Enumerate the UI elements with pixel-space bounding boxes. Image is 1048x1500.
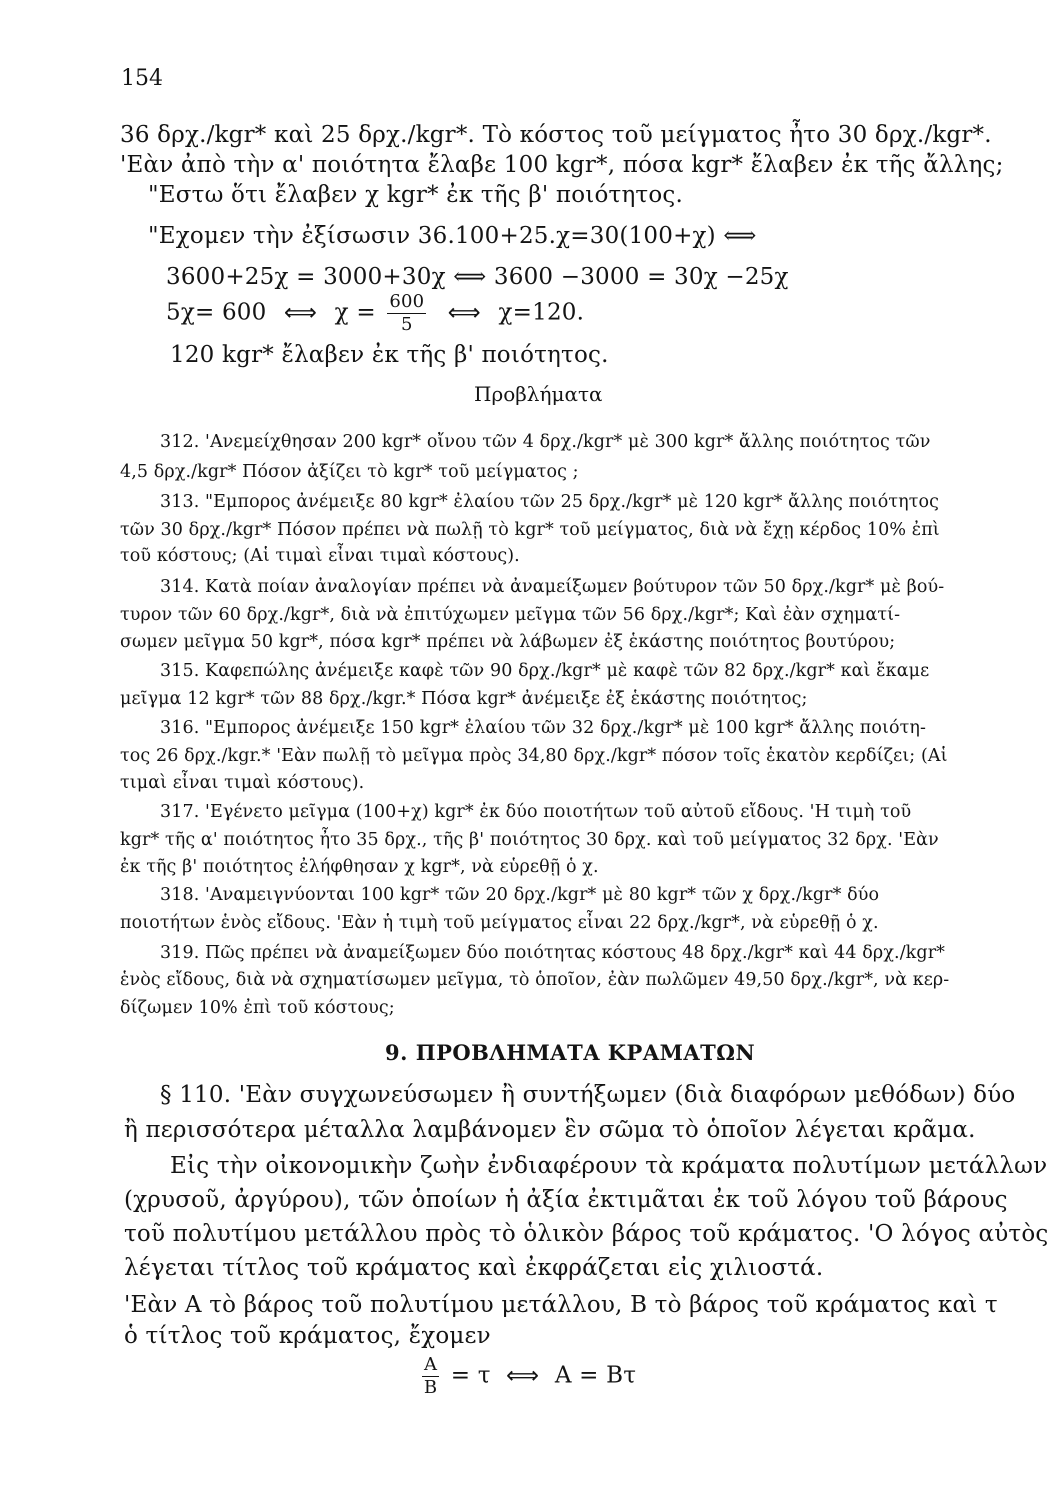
- problem-line: δίζωμεν 10% ἐπὶ τοῦ κόστους;: [120, 998, 395, 1018]
- example-line: 36 δρχ./kgr* καὶ 25 δρχ./kgr*. Τὸ κόστος τοῦ μείγματος ἦτο 30 δρχ./kgr*.: [120, 122, 992, 148]
- formula-numerator: A: [424, 1354, 438, 1375]
- equivalence-arrow-icon: ⟺: [506, 1362, 540, 1389]
- equation-line: 3600+25χ = 3000+30χ ⟺ 3600 −3000 = 30χ −25χ: [166, 264, 789, 290]
- section-line: § 110. 'Εὰν συγχωνεύσωμεν ἢ συντήξωμεν (διὰ διαφόρων μεθόδων) δύο: [160, 1082, 1016, 1108]
- problem-line: 316. "Εμπορος ἀνέμειξε 150 kgr* ἐλαίου τῶν 32 δρχ./kgr* μὲ 100 kgr* ἄλλης ποιότη-: [160, 718, 926, 738]
- page-number: 154: [121, 66, 163, 91]
- problem-line: σωμεν μεῖγμα 50 kgr*, πόσα kgr* πρέπει νὰ λάβωμεν ἐξ ἑκάστης ποιότητος βουτύρου;: [120, 632, 896, 652]
- formula-mid: = τ: [450, 1362, 491, 1389]
- section-line: Εἰς τὴν οἰκονομικὴν ζωὴν ἐνδιαφέρουν τὰ κράματα πολυτίμων μετάλλων: [170, 1153, 1048, 1179]
- section-line: τοῦ πολυτίμου μετάλλου πρὸς τὸ ὁλικὸν βάρος τοῦ κράματος. 'Ο λόγος αὐτὸς: [124, 1221, 1048, 1247]
- problem-line: 4,5 δρχ./kgr* Πόσον ἀξίζει τὸ kgr* τοῦ μείγματος ;: [120, 462, 579, 482]
- section-line: (χρυσοῦ, ἀργύρου), τῶν ὁποίων ἡ ἀξία ἐκτιμᾶται ἐκ τοῦ λόγου τοῦ βάρους: [124, 1187, 1008, 1213]
- problem-line: τοῦ κόστους; (Αἱ τιμαὶ εἶναι τιμαὶ κόστους).: [120, 546, 520, 566]
- problem-line: ἑνὸς εἴδους, διὰ νὰ σχηματίσωμεν μεῖγμα, τὸ ὁποῖον, ἐὰν πωλῶμεν 49,50 δρχ./kgr*, νὰ κερ-: [120, 970, 950, 990]
- eq-mid: χ =: [334, 299, 376, 326]
- problem-line: τυρον τῶν 60 δρχ./kgr*, διὰ νὰ ἐπιτύχωμεν μεῖγμα τῶν 56 δρχ./kgr*; Καὶ ἐὰν σχηματί-: [120, 605, 901, 625]
- fraction: [387, 293, 426, 334]
- problem-line: μεῖγμα 12 kgr* τῶν 88 δρχ./kgr.* Πόσα kgr* ἀνέμειξε ἐξ ἑκάστης ποιότητος;: [120, 689, 808, 709]
- section-title: 9. ΠΡΟΒΛΗΜΑΤΑ ΚΡΑΜΑΤΩΝ: [385, 1040, 756, 1065]
- equation-line: "Εχομεν τὴν ἐξίσωσιν 36.100+25.χ=30(100+χ) ⟺: [148, 223, 757, 249]
- section-line: ἢ περισσότερα μέταλλα λαμβάνομεν ἓν σῶμα τὸ ὁποῖον λέγεται κρᾶμα.: [124, 1117, 976, 1143]
- problems-heading: Προβλήματα: [474, 382, 603, 406]
- example-line: 120 kgr* ἔλαβεν ἐκ τῆς β' ποιότητος.: [170, 342, 609, 368]
- example-line: "Εστω ὅτι ἔλαβεν χ kgr* ἐκ τῆς β' ποιότητος.: [148, 182, 683, 208]
- section-line: ὁ τίτλος τοῦ κράματος, ἔχομεν: [124, 1323, 491, 1349]
- fraction-equation: [166, 293, 584, 334]
- problem-line: 312. 'Ανεμείχθησαν 200 kgr* οἴνου τῶν 4 δρχ./kgr* μὲ 300 kgr* ἄλλης ποιότητος τῶν: [160, 432, 931, 452]
- formula-fraction: [422, 1356, 439, 1397]
- problem-line: kgr* τῆς α' ποιότητος ἦτο 35 δρχ., τῆς β' ποιότητος 30 δρχ. καὶ τοῦ μείγματος 32 δρχ. 'Εὰν: [120, 830, 939, 850]
- problem-line: 318. 'Αναμειγνύονται 100 kgr* τῶν 20 δρχ./kgr* μὲ 80 kgr* τῶν χ δρχ./kgr* δύο: [160, 885, 880, 905]
- problem-line: τιμαὶ εἶναι τιμαὶ κόστους).: [120, 773, 365, 793]
- problem-line: τος 26 δρχ./kgr.* 'Εὰν πωλῇ τὸ μεῖγμα πρὸς 34,80 δρχ./kgr* πόσον τοῖς ἑκατὸν κερδίζει; (Αἱ: [120, 746, 948, 766]
- problem-line: 313. "Εμπορος ἀνέμειξε 80 kgr* ἐλαίου τῶν 25 δρχ./kgr* μὲ 120 kgr* ἄλλης ποιότητος: [160, 492, 940, 512]
- equivalence-arrow-icon: ⟺: [283, 299, 318, 326]
- equivalence-arrow-icon: ⟺: [447, 299, 481, 326]
- problem-line: 319. Πῶς πρέπει νὰ ἀναμείξωμεν δύο ποιότητας κόστους 48 δρχ./kgr* καὶ 44 δρχ./kgr*: [160, 943, 946, 963]
- fraction-denominator: 5: [400, 314, 413, 335]
- section-line: λέγεται τίτλος τοῦ κράματος καὶ ἐκφράζεται εἰς χιλιοστά.: [124, 1255, 824, 1281]
- formula-right: A = Βτ: [554, 1362, 637, 1389]
- title-formula: [418, 1356, 636, 1397]
- problem-line: 315. Καφεπώλης ἀνέμειξε καφὲ τῶν 90 δρχ./kgr* μὲ καφὲ τῶν 82 δρχ./kgr* καὶ ἔκαμε: [160, 661, 930, 681]
- formula-denominator: B: [423, 1377, 438, 1398]
- problem-line: 314. Κατὰ ποίαν ἀναλογίαν πρέπει νὰ ἀναμείξωμεν βούτυρον τῶν 50 δρχ./kgr* μὲ βού-: [160, 577, 945, 597]
- problem-line: ποιοτήτων ἑνὸς εἴδους. 'Εὰν ἡ τιμὴ τοῦ μείγματος εἶναι 22 δρχ./kgr*, νὰ εὑρεθῇ ὁ χ.: [120, 913, 879, 933]
- problem-line: τῶν 30 δρχ./kgr* Πόσον πρέπει νὰ πωλῇ τὸ kgr* τοῦ μείγματος, διὰ νὰ ἔχῃ κέρδος 10% ἐπὶ: [120, 520, 940, 540]
- eq-left: 5χ= 600: [166, 299, 267, 326]
- eq-right: χ=120.: [498, 299, 585, 326]
- section-line: 'Εὰν Α τὸ βάρος τοῦ πολυτίμου μετάλλου, Β τὸ βάρος τοῦ κράματος καὶ τ: [124, 1292, 998, 1318]
- example-line: 'Εὰν ἀπὸ τὴν α' ποιότητα ἔλαβε 100 kgr*, πόσα kgr* ἔλαβεν ἐκ τῆς ἄλλης;: [120, 152, 1004, 178]
- fraction-numerator: 600: [389, 291, 425, 312]
- problem-line: ἐκ τῆς β' ποιότητος ἐλήφθησαν χ kgr*, νὰ εὑρεθῇ ὁ χ.: [120, 857, 599, 877]
- problem-line: 317. 'Εγένετο μεῖγμα (100+χ) kgr* ἐκ δύο ποιοτήτων τοῦ αὐτοῦ εἴδους. 'Η τιμὴ τοῦ: [160, 802, 912, 822]
